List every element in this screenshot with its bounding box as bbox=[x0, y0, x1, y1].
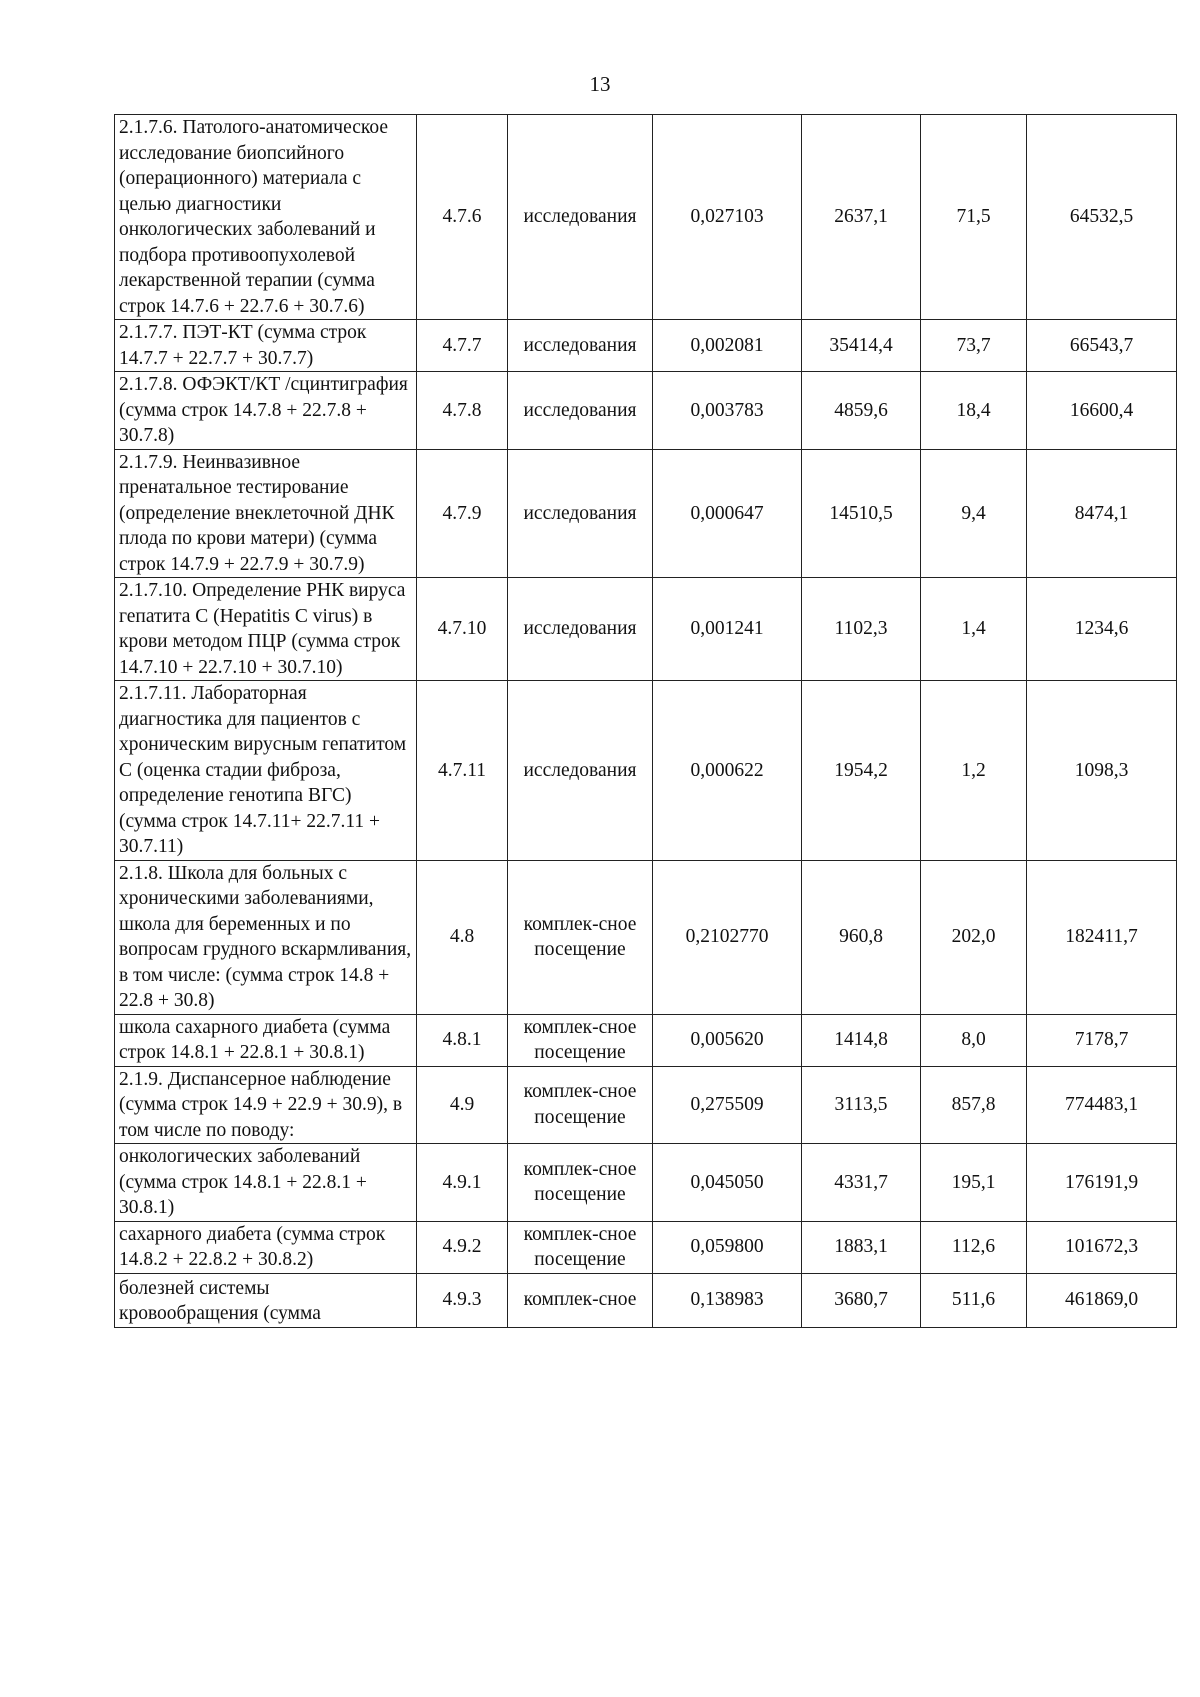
row-unit-cell: комплек-сное посещение bbox=[508, 860, 653, 1014]
row-unit-cell: исследования bbox=[508, 578, 653, 681]
row-value3-cell: 202,0 bbox=[921, 860, 1027, 1014]
row-number-cell: 4.8.1 bbox=[417, 1014, 508, 1066]
row-name-cell: 2.1.8. Школа для больных с хроническими заболеваниями, школа для беременных и по вопросам грудного вскармливания, в том числе: (сумма строк 14.8 + 22.8 + 30.8) bbox=[115, 860, 417, 1014]
row-value2-cell: 1414,8 bbox=[802, 1014, 921, 1066]
table-row bbox=[115, 681, 1177, 861]
row-number-cell: 4.7.7 bbox=[417, 320, 508, 372]
row-value3-cell: 71,5 bbox=[921, 115, 1027, 320]
row-value1-cell: 0,002081 bbox=[653, 320, 802, 372]
page-number: 13 bbox=[589, 72, 611, 96]
row-value4-cell: 16600,4 bbox=[1027, 372, 1177, 450]
row-value1-cell: 0,059800 bbox=[653, 1221, 802, 1273]
row-unit-cell: комплек-сное посещение bbox=[508, 1014, 653, 1066]
row-value2-cell: 1954,2 bbox=[802, 681, 921, 861]
table-body bbox=[115, 115, 1177, 1328]
row-value2-cell: 14510,5 bbox=[802, 449, 921, 578]
row-value3-cell: 195,1 bbox=[921, 1144, 1027, 1222]
table-row bbox=[115, 320, 1177, 372]
row-value2-cell: 4331,7 bbox=[802, 1144, 921, 1222]
row-value2-cell: 3680,7 bbox=[802, 1273, 921, 1327]
row-number-cell: 4.9.3 bbox=[417, 1273, 508, 1327]
row-value2-cell: 960,8 bbox=[802, 860, 921, 1014]
row-value4-cell: 8474,1 bbox=[1027, 449, 1177, 578]
row-value2-cell: 1883,1 bbox=[802, 1221, 921, 1273]
row-unit-cell: комплек-сное посещение bbox=[508, 1144, 653, 1222]
row-unit-cell: исследования bbox=[508, 115, 653, 320]
row-value4-cell: 64532,5 bbox=[1027, 115, 1177, 320]
row-value1-cell: 0,005620 bbox=[653, 1014, 802, 1066]
row-unit-cell: комплек-сное bbox=[508, 1273, 653, 1327]
row-value2-cell: 1102,3 bbox=[802, 578, 921, 681]
row-number-cell: 4.7.8 bbox=[417, 372, 508, 450]
table-row bbox=[115, 449, 1177, 578]
table-row bbox=[115, 115, 1177, 320]
row-number-cell: 4.9.1 bbox=[417, 1144, 508, 1222]
row-value2-cell: 2637,1 bbox=[802, 115, 921, 320]
table-row bbox=[115, 860, 1177, 1014]
row-value4-cell: 1098,3 bbox=[1027, 681, 1177, 861]
tariff-table bbox=[114, 114, 1177, 1328]
row-value1-cell: 0,000647 bbox=[653, 449, 802, 578]
table-row bbox=[115, 1144, 1177, 1222]
row-name-cell: школа сахарного диабета (сумма строк 14.8.1 + 22.8.1 + 30.8.1) bbox=[115, 1014, 417, 1066]
row-value3-cell: 1,4 bbox=[921, 578, 1027, 681]
row-name-cell: 2.1.7.11. Лабораторная диагностика для пациентов с хроническим вирусным гепатитом С (оценка стадии фиброза, определение генотипа ВГС) (сумма строк 14.7.11+ 22.7.11 + 30.7.11) bbox=[115, 681, 417, 861]
table-row bbox=[115, 1066, 1177, 1144]
row-number-cell: 4.9 bbox=[417, 1066, 508, 1144]
row-value4-cell: 101672,3 bbox=[1027, 1221, 1177, 1273]
row-value3-cell: 9,4 bbox=[921, 449, 1027, 578]
row-name-cell: 2.1.7.8. ОФЭКТ/КТ /сцинтиграфия (сумма строк 14.7.8 + 22.7.8 + 30.7.8) bbox=[115, 372, 417, 450]
row-value4-cell: 66543,7 bbox=[1027, 320, 1177, 372]
row-name-cell: 2.1.7.10. Определение РНК вируса гепатита С (Hepatitis C virus) в крови методом ПЦР (сумма строк 14.7.10 + 22.7.10 + 30.7.10) bbox=[115, 578, 417, 681]
row-unit-cell: исследования bbox=[508, 449, 653, 578]
row-value3-cell: 857,8 bbox=[921, 1066, 1027, 1144]
row-value2-cell: 4859,6 bbox=[802, 372, 921, 450]
row-name-cell: 2.1.7.7. ПЭТ-КТ (сумма строк 14.7.7 + 22.7.7 + 30.7.7) bbox=[115, 320, 417, 372]
row-value4-cell: 7178,7 bbox=[1027, 1014, 1177, 1066]
row-value2-cell: 3113,5 bbox=[802, 1066, 921, 1144]
row-number-cell: 4.7.6 bbox=[417, 115, 508, 320]
row-value4-cell: 461869,0 bbox=[1027, 1273, 1177, 1327]
table-row bbox=[115, 1273, 1177, 1327]
row-number-cell: 4.7.9 bbox=[417, 449, 508, 578]
row-name-cell: 2.1.7.6. Патолого-анатомическое исследование биопсийного (операционного) материала с целью диагностики онкологических заболеваний и подбора противоопухолевой лекарственной терапии (сумма строк 14.7.6 + 22.7.6 + 30.7.6) bbox=[115, 115, 417, 320]
table-row bbox=[115, 372, 1177, 450]
row-value3-cell: 511,6 bbox=[921, 1273, 1027, 1327]
row-number-cell: 4.9.2 bbox=[417, 1221, 508, 1273]
row-name-cell: онкологических заболеваний (сумма строк 14.8.1 + 22.8.1 + 30.8.1) bbox=[115, 1144, 417, 1222]
row-value1-cell: 0,045050 bbox=[653, 1144, 802, 1222]
row-unit-cell: комплек-сное посещение bbox=[508, 1221, 653, 1273]
table-row bbox=[115, 578, 1177, 681]
row-value1-cell: 0,001241 bbox=[653, 578, 802, 681]
row-unit-cell: исследования bbox=[508, 681, 653, 861]
row-value4-cell: 774483,1 bbox=[1027, 1066, 1177, 1144]
row-number-cell: 4.7.10 bbox=[417, 578, 508, 681]
row-value3-cell: 8,0 bbox=[921, 1014, 1027, 1066]
row-name-cell: болезней системы кровообращения (сумма bbox=[115, 1273, 417, 1327]
row-value3-cell: 18,4 bbox=[921, 372, 1027, 450]
row-value4-cell: 182411,7 bbox=[1027, 860, 1177, 1014]
row-unit-cell: исследования bbox=[508, 372, 653, 450]
table-row bbox=[115, 1221, 1177, 1273]
row-value1-cell: 0,138983 bbox=[653, 1273, 802, 1327]
row-unit-cell: исследования bbox=[508, 320, 653, 372]
row-name-cell: сахарного диабета (сумма строк 14.8.2 + 22.8.2 + 30.8.2) bbox=[115, 1221, 417, 1273]
row-value3-cell: 73,7 bbox=[921, 320, 1027, 372]
row-name-cell: 2.1.9. Диспансерное наблюдение (сумма строк 14.9 + 22.9 + 30.9), в том числе по поводу: bbox=[115, 1066, 417, 1144]
row-name-cell: 2.1.7.9. Неинвазивное пренатальное тестирование (определение внеклеточной ДНК плода по крови матери) (сумма строк 14.7.9 + 22.7.9 + 30.7.9) bbox=[115, 449, 417, 578]
row-value1-cell: 0,027103 bbox=[653, 115, 802, 320]
row-value3-cell: 112,6 bbox=[921, 1221, 1027, 1273]
row-value1-cell: 0,003783 bbox=[653, 372, 802, 450]
row-value1-cell: 0,2102770 bbox=[653, 860, 802, 1014]
row-unit-cell: комплек-сное посещение bbox=[508, 1066, 653, 1144]
row-value3-cell: 1,2 bbox=[921, 681, 1027, 861]
row-value4-cell: 176191,9 bbox=[1027, 1144, 1177, 1222]
row-number-cell: 4.7.11 bbox=[417, 681, 508, 861]
row-value2-cell: 35414,4 bbox=[802, 320, 921, 372]
table-row bbox=[115, 1014, 1177, 1066]
row-value1-cell: 0,000622 bbox=[653, 681, 802, 861]
row-number-cell: 4.8 bbox=[417, 860, 508, 1014]
row-value4-cell: 1234,6 bbox=[1027, 578, 1177, 681]
row-value1-cell: 0,275509 bbox=[653, 1066, 802, 1144]
